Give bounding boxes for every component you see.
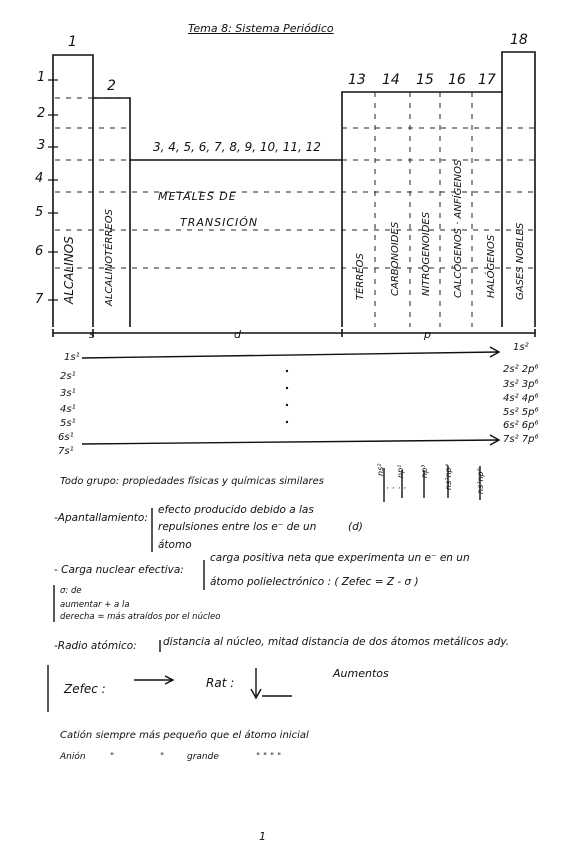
transition-group-numbers: 3, 4, 5, 6, 7, 8, 9, 10, 11, 12 — [153, 140, 321, 154]
config-left: 7s¹ — [58, 446, 74, 457]
anion-note: " " " " — [256, 752, 282, 762]
carga-nuclear-term: - Carga nuclear efectiva: — [54, 564, 184, 576]
config-left: 1s¹ — [64, 352, 80, 363]
config-right: 2s² 2p⁶ — [503, 364, 539, 375]
config-right: 5s² 5p⁶ — [503, 407, 539, 418]
np-config: ns²np⁴ — [444, 464, 453, 490]
group-name-alcalinos: ALCALINOS — [62, 236, 76, 304]
period-number: 6 — [35, 244, 44, 259]
anion-note: grande — [187, 752, 219, 762]
np-config: np³ — [420, 464, 429, 478]
anion-note: Anión — [60, 752, 86, 762]
period-number: 1 — [37, 70, 46, 85]
group-name-calcogenos: CALCÓGENOS · ANFÍGENOS — [453, 159, 464, 298]
period-number: 7 — [35, 292, 44, 307]
group-17-number: 17 — [478, 72, 496, 88]
config-right: 1s² — [513, 342, 529, 353]
group-name-carbonoideos: CARBONOIDES — [390, 221, 401, 296]
group-property-note: Todo grupo: propiedades físicas y químicas similares — [60, 476, 324, 487]
block-s-label: s — [89, 328, 95, 341]
zefec-trend-label: Zefec : — [64, 682, 106, 696]
carga-nuclear-side: σ: de — [60, 586, 82, 596]
apantallamiento-def: (d) — [348, 521, 363, 533]
group-18-number: 18 — [510, 32, 528, 48]
group-2-number: 2 — [107, 78, 116, 94]
carga-nuclear-def: átomo polielectrónico : ( Zefec = Z - σ ) — [210, 576, 419, 588]
rat-trend-label: Rat : — [206, 676, 235, 690]
block-p-label: p — [424, 328, 431, 341]
group-13-number: 13 — [348, 72, 366, 88]
page-number: 1 — [259, 830, 266, 843]
aumentos-label: Aumentos — [333, 667, 389, 680]
group-15-number: 15 — [416, 72, 434, 88]
apantallamiento-def: átomo — [158, 539, 192, 551]
anion-note: " — [110, 752, 115, 762]
period-number: 4 — [35, 171, 44, 186]
period-number: 3 — [37, 138, 46, 153]
page-title: Tema 8: Sistema Periódico — [188, 22, 334, 35]
group-name-halogenos: HALÓGENOS — [486, 234, 497, 298]
config-right: 7s² 7p⁶ — [503, 434, 539, 445]
carga-nuclear-side: derecha = más atraídos por el núcleo — [60, 612, 221, 622]
np-config: ns²np⁶ — [476, 468, 485, 494]
period-number: 2 — [37, 106, 46, 121]
period-number: 5 — [35, 205, 44, 220]
cation-note: Catión siempre más pequeño que el átomo inicial — [60, 730, 309, 741]
transition-metals-label: TRANSICIÓN — [180, 216, 259, 229]
config-right: 3s² 3p⁶ — [503, 379, 539, 390]
group-name-nitrogenoideos: NITROGENOIDES — [421, 211, 432, 296]
group-name-alcalinoterreos: ALCALINOTÉRREOS — [104, 209, 115, 306]
group-name-gases-nobles: GASES NOBLES — [515, 222, 526, 300]
apantallamiento-term: -Apantallamiento: — [54, 512, 148, 524]
np-dots: · · · · — [386, 484, 407, 494]
np-config: np¹ — [396, 464, 405, 478]
config-left: 6s¹ — [58, 432, 74, 443]
radio-atomico-def: distancia al núcleo, mitad distancia de dos átomos metálicos ady. — [163, 636, 510, 648]
carga-nuclear-def: carga positiva neta que experimenta un e⁻ en un — [210, 552, 470, 564]
transition-metals-label: METALES DE — [158, 190, 237, 203]
carga-nuclear-side: aumentar + a la — [60, 600, 130, 610]
anion-note: " — [160, 752, 165, 762]
config-left: 3s¹ — [60, 388, 76, 399]
group-16-number: 16 — [448, 72, 466, 88]
group-name-terreos: TÉRREOS — [355, 253, 366, 300]
block-d-label: d — [234, 328, 241, 341]
config-left: 2s¹ — [60, 371, 76, 382]
config-right: 4s² 4p⁶ — [503, 393, 539, 404]
group-1-number: 1 — [68, 34, 77, 50]
group-14-number: 14 — [382, 72, 400, 88]
apantallamiento-def: efecto producido debido a las — [158, 504, 314, 516]
apantallamiento-def: repulsiones entre los e⁻ de un — [158, 521, 317, 533]
config-left: 4s¹ — [60, 404, 76, 415]
config-left: 5s¹ — [60, 418, 76, 429]
np-config: ns² — [376, 463, 385, 476]
config-right: 6s² 6p⁶ — [503, 420, 539, 431]
radio-atomico-term: -Radio atómico: — [54, 640, 137, 652]
